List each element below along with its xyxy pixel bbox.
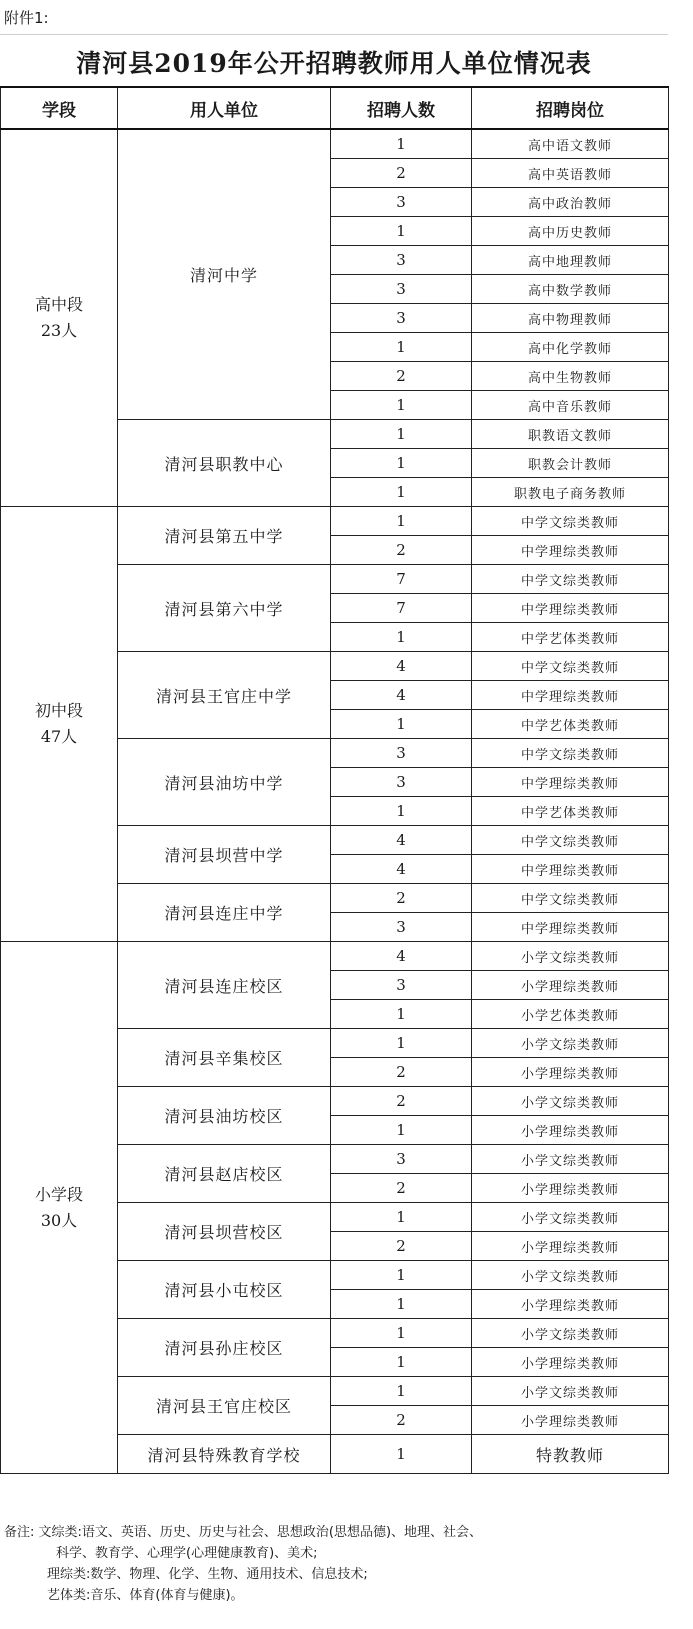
position-cell: 小学艺体类教师 [472,1000,669,1029]
count-cell: 1 [331,1435,472,1474]
count-cell: 2 [331,1058,472,1087]
count-cell: 2 [331,159,472,188]
position-cell: 高中生物教师 [472,362,669,391]
position-cell: 中学理综类教师 [472,594,669,623]
count-cell: 2 [331,1406,472,1435]
position-cell: 职教会计教师 [472,449,669,478]
position-cell: 小学文综类教师 [472,1203,669,1232]
stage-total: 47人 [40,727,78,746]
position-cell: 高中物理教师 [472,304,669,333]
count-cell: 1 [331,623,472,652]
note-line-3: 理综类:数学、物理、化学、生物、通用技术、信息技术; [47,1567,368,1582]
position-cell: 高中音乐教师 [472,391,669,420]
notes [4,1522,668,1606]
stage-cell [1,507,118,942]
table-row [1,129,669,159]
count-cell: 3 [331,275,472,304]
position-cell: 高中数学教师 [472,275,669,304]
unit-name: 清河县第六中学 [118,565,331,652]
position-cell: 中学艺体类教师 [472,797,669,826]
position-cell: 中学艺体类教师 [472,623,669,652]
stage-cell [1,129,118,507]
unit-name: 清河县赵店校区 [118,1145,331,1203]
unit-name: 清河县坝营中学 [118,826,331,884]
position-cell: 中学文综类教师 [472,565,669,594]
unit-name: 清河县小屯校区 [118,1261,331,1319]
position-cell: 中学艺体类教师 [472,710,669,739]
unit-name: 清河县职教中心 [118,420,331,507]
unit-name: 清河县连庄中学 [118,884,331,942]
count-cell: 1 [331,797,472,826]
count-cell: 1 [331,478,472,507]
position-cell: 小学理综类教师 [472,1174,669,1203]
position-cell: 中学理综类教师 [472,855,669,884]
unit-name: 清河县孙庄校区 [118,1319,331,1377]
position-cell: 小学文综类教师 [472,1261,669,1290]
count-cell: 3 [331,739,472,768]
count-cell: 3 [331,768,472,797]
position-cell: 小学文综类教师 [472,1377,669,1406]
position-cell: 小学文综类教师 [472,1319,669,1348]
position-cell: 中学文综类教师 [472,884,669,913]
count-cell: 3 [331,304,472,333]
count-cell: 4 [331,681,472,710]
position-cell: 中学文综类教师 [472,739,669,768]
stage-name: 高中段 [34,295,83,314]
count-cell: 4 [331,855,472,884]
unit-name: 清河县王官庄校区 [118,1377,331,1435]
position-cell: 小学文综类教师 [472,1087,669,1116]
unit-name: 清河县第五中学 [118,507,331,565]
position-cell: 高中历史教师 [472,217,669,246]
count-cell: 1 [331,507,472,536]
stage-total: 30人 [40,1210,78,1230]
unit-name: 清河县辛集校区 [118,1029,331,1087]
count-cell: 1 [331,1203,472,1232]
position-cell: 小学文综类教师 [472,942,669,971]
unit-name: 清河中学 [118,129,331,420]
count-cell: 2 [331,884,472,913]
unit-name: 清河县油坊中学 [118,739,331,826]
count-cell: 4 [331,826,472,855]
count-cell: 1 [331,1319,472,1348]
position-cell: 高中英语教师 [472,159,669,188]
count-cell: 1 [331,449,472,478]
position-cell: 中学文综类教师 [472,652,669,681]
position-cell: 小学理综类教师 [472,1232,669,1261]
count-cell: 1 [331,1348,472,1377]
header-position: 招聘岗位 [472,87,669,129]
stage-name: 初中段 [34,701,83,720]
unit-name: 清河县王官庄中学 [118,652,331,739]
count-cell: 1 [331,1000,472,1029]
position-cell: 高中政治教师 [472,188,669,217]
count-cell: 1 [331,1377,472,1406]
count-cell: 2 [331,362,472,391]
count-cell: 2 [331,1087,472,1116]
note-line-2: 科学、教育学、心理学(心理健康教育)、美术; [56,1546,318,1561]
position-cell: 职教语文教师 [472,420,669,449]
header-stage: 学段 [1,87,118,129]
position-cell: 小学理综类教师 [472,1290,669,1319]
position-cell: 高中语文教师 [472,129,669,159]
count-cell: 4 [331,942,472,971]
count-cell: 1 [331,1029,472,1058]
count-cell: 1 [331,1116,472,1145]
unit-name: 清河县油坊校区 [118,1087,331,1145]
position-cell: 高中化学教师 [472,333,669,362]
position-cell: 中学理综类教师 [472,768,669,797]
count-cell: 1 [331,129,472,159]
position-cell: 小学理综类教师 [472,1058,669,1087]
position-cell: 中学理综类教师 [472,913,669,942]
unit-name: 清河县连庄校区 [118,942,331,1029]
count-cell: 3 [331,188,472,217]
attachment-label: 附件1: [4,9,49,27]
table-body [1,129,669,1474]
count-cell: 3 [331,246,472,275]
unit-name: 清河县特殊教育学校 [118,1435,331,1474]
table-header-row [1,87,669,129]
count-cell: 3 [331,913,472,942]
count-cell: 2 [331,536,472,565]
position-cell: 中学文综类教师 [472,826,669,855]
position-cell: 小学理综类教师 [472,1116,669,1145]
count-cell: 1 [331,333,472,362]
count-cell: 1 [331,217,472,246]
count-cell: 1 [331,1261,472,1290]
position-cell: 小学理综类教师 [472,1348,669,1377]
count-cell: 2 [331,1174,472,1203]
table-row [1,507,669,536]
table-row [1,942,669,971]
note-line-4: 艺体类:音乐、体育(体育与健康)。 [47,1588,244,1603]
stage-name: 小学段 [34,1184,83,1204]
position-cell: 中学理综类教师 [472,681,669,710]
position-cell: 小学文综类教师 [472,1145,669,1174]
count-cell: 7 [331,594,472,623]
position-cell: 高中地理教师 [472,246,669,275]
position-cell: 职教电子商务教师 [472,478,669,507]
position-cell: 中学文综类教师 [472,507,669,536]
count-cell: 1 [331,1290,472,1319]
position-cell: 小学理综类教师 [472,1406,669,1435]
count-cell: 4 [331,652,472,681]
count-cell: 3 [331,1145,472,1174]
count-cell: 1 [331,420,472,449]
position-cell: 中学理综类教师 [472,536,669,565]
count-cell: 7 [331,565,472,594]
stage-total: 23人 [40,321,78,340]
count-cell: 3 [331,971,472,1000]
header-unit: 用人单位 [118,87,331,129]
divider [0,34,668,35]
position-cell: 小学理综类教师 [472,971,669,1000]
recruitment-table [0,86,669,1474]
stage-cell [1,942,118,1474]
position-cell: 小学文综类教师 [472,1029,669,1058]
count-cell: 1 [331,710,472,739]
unit-name: 清河县坝营校区 [118,1203,331,1261]
position-cell: 特教教师 [472,1435,669,1474]
page-title: 清河县2019年公开招聘教师用人单位情况表 [76,49,592,78]
count-cell: 1 [331,391,472,420]
count-cell: 2 [331,1232,472,1261]
header-count: 招聘人数 [331,87,472,129]
note-line-1: 备注: 文综类:语文、英语、历史、历史与社会、思想政治(思想品德)、地理、社会、 [4,1525,483,1540]
